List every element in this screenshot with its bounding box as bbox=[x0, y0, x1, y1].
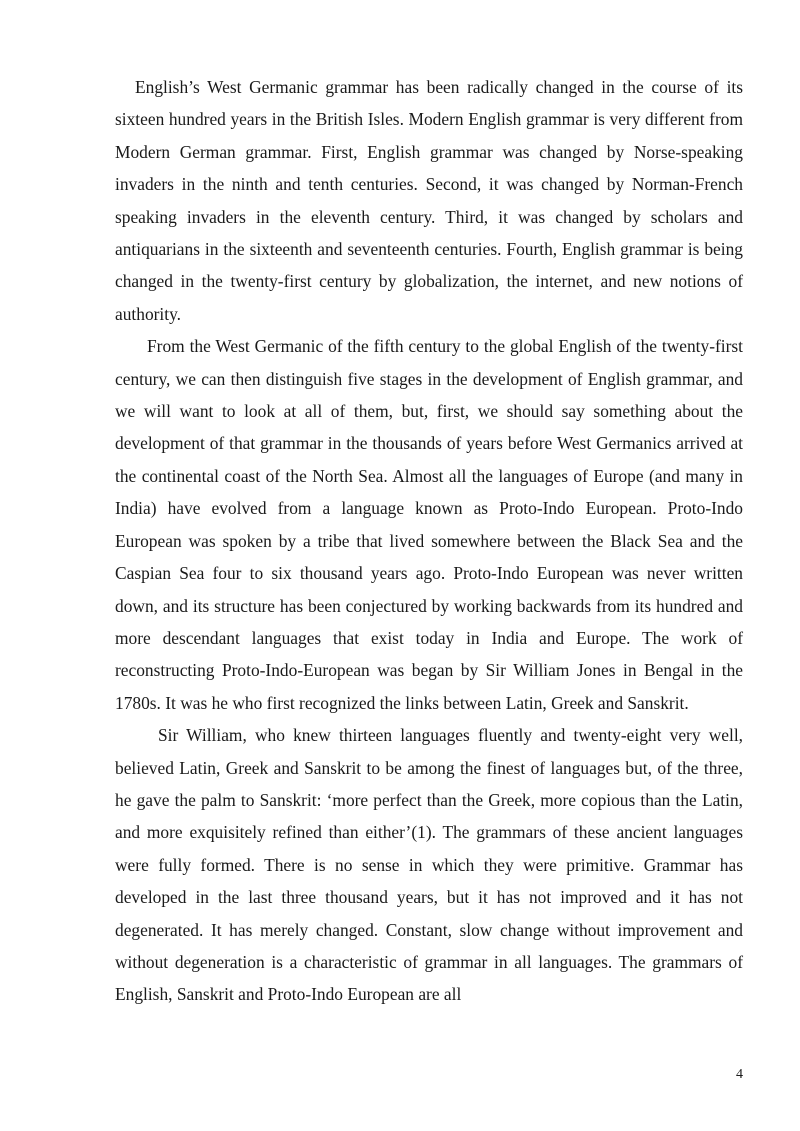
paragraph: From the West Germanic of the fifth century to the global English of the twenty-first century, we can then distinguish five stages in the development of English grammar, and we will want to look at all of them, but, first, we should say something about the development of that grammar in the thousands of years before West Germanics arrived at the continental coast of the North Sea. Almost all the languages of Europe (and many in India) have evolved from a language known as Proto-Indo European. Proto-Indo European was spoken by a tribe that lived somewhere between the Black Sea and the Caspian Sea four to six thousand years ago. Proto-Indo European was never written down, and its structure has been conjectured by working backwards from its hundred and more descendant languages that exist today in India and Europe. The work of reconstructing Proto-Indo-European was began by Sir William Jones in Bengal in the 1780s. It was he who first recognized the links between Latin, Greek and Sanskrit. bbox=[115, 336, 743, 713]
paragraph: English’s West Germanic grammar has been radically changed in the course of its sixteen hundred years in the British Isles. Modern English grammar is very different from Modern German grammar. First, English grammar was changed by Norse-speaking invaders in the ninth and tenth centuries. Second, it was changed by Norman-French speaking invaders in the eleventh century. Third, it was changed by scholars and antiquarians in the sixteenth and seventeenth centuries. Fourth, English grammar is being changed in the twenty-first century by globalization, the internet, and new notions of authority. bbox=[115, 77, 743, 324]
paragraph: Sir William, who knew thirteen languages fluently and twenty-eight very well, believed Latin, Greek and Sanskrit to be among the finest of languages but, of the three, he gave the palm to Sanskrit: ‘more perfect than the Greek, more copious than the Latin, and more exquisitely refined than either’(1). The grammars of these ancient languages were fully formed. There is no sense in which they were primitive. Grammar has developed in the last three thousand years, but it has not improved and it has not degenerated. It has merely changed. Constant, slow change without improvement and without degeneration is a characteristic of grammar in all languages. The grammars of English, Sanskrit and Proto-Indo European are all bbox=[115, 725, 743, 1005]
body-text bbox=[115, 71, 743, 1011]
page-number: 4 bbox=[736, 1067, 743, 1082]
